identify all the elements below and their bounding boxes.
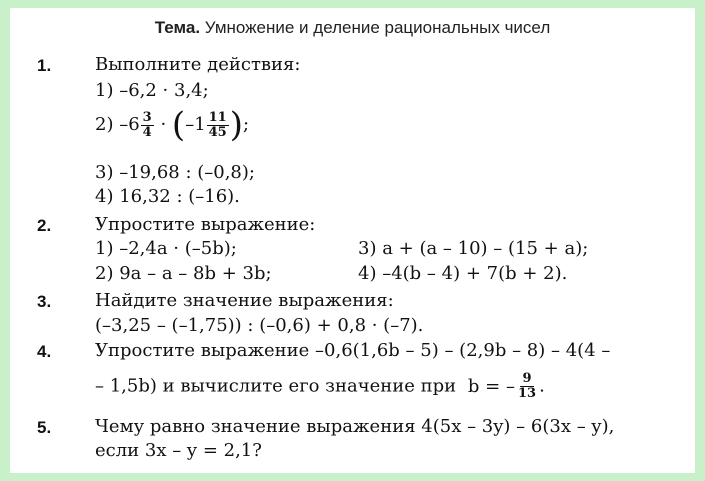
- fraction-11-45: [207, 111, 229, 140]
- task-1-item-3: 3) –19,68 : (–0,8);: [95, 162, 255, 183]
- expr-whole-1: –6: [119, 114, 140, 135]
- task-3-number: 3.: [37, 292, 52, 311]
- task-5-line-1: Чему равно значение выражения 4(5x – 3y) – 6(3x – y),: [95, 416, 615, 437]
- task-5-number: 5.: [37, 418, 52, 437]
- title-label: Тема.: [154, 18, 201, 37]
- task-1-item-2: [95, 105, 250, 145]
- task-4-number: 4.: [37, 342, 52, 361]
- expr-end: ;: [243, 114, 250, 135]
- page-title: [10, 18, 695, 38]
- task-4-text: – 1,5b) и вычислите его значение при: [95, 375, 457, 397]
- task-2-number: 2.: [37, 216, 52, 235]
- fraction-3-4: [141, 111, 154, 140]
- task-2-item-2: 2) 9a – a – 8b + 3b;: [95, 263, 272, 284]
- fraction-denominator: 4: [142, 124, 152, 140]
- left-paren: (: [171, 105, 186, 145]
- right-paren: ): [229, 105, 243, 145]
- task-1-item-1: 1) –6,2 · 3,4;: [95, 80, 209, 101]
- task-1-item-4: 4) 16,32 : (–16).: [95, 186, 240, 207]
- task-2-item-1: 1) –2,4a · (–5b);: [95, 238, 237, 259]
- task-2-item-3: 3) a + (a – 10) – (15 + a);: [358, 238, 589, 259]
- task-4-b-equals: b = –: [467, 375, 515, 397]
- expr-whole-2: –1: [185, 114, 206, 135]
- fraction-denominator: 45: [208, 124, 227, 140]
- fraction-9-13: [516, 372, 538, 401]
- fraction-numerator: 3: [142, 109, 152, 125]
- task-1-item-2-label: 2): [95, 114, 114, 135]
- title-text: Умножение и деление рациональных чисел: [204, 18, 551, 37]
- task-2-heading: Упростите выражение:: [95, 214, 316, 235]
- task-3-expression: (–3,25 – (–1,75)) : (–0,6) + 0,8 · (–7).: [95, 315, 424, 336]
- fraction-numerator: 11: [208, 109, 227, 125]
- task-3-heading: Найдите значение выражения:: [95, 290, 394, 311]
- task-4-end: .: [539, 375, 545, 397]
- task-4-line-1: Упростите выражение –0,6(1,6b – 5) – (2,9b – 8) – 4(4 –: [95, 340, 611, 361]
- fraction-numerator: 9: [522, 371, 532, 386]
- task-1-number: 1.: [37, 56, 52, 75]
- task-4-line-2: [95, 372, 545, 401]
- mult-dot: ·: [160, 114, 167, 135]
- task-2-item-4: 4) –4(b – 4) + 7(b + 2).: [358, 263, 568, 284]
- worksheet: [10, 8, 695, 473]
- fraction-denominator: 13: [517, 386, 537, 401]
- task-5-line-2: если 3x – y = 2,1?: [95, 440, 262, 461]
- task-1-heading: Выполните действия:: [95, 54, 301, 75]
